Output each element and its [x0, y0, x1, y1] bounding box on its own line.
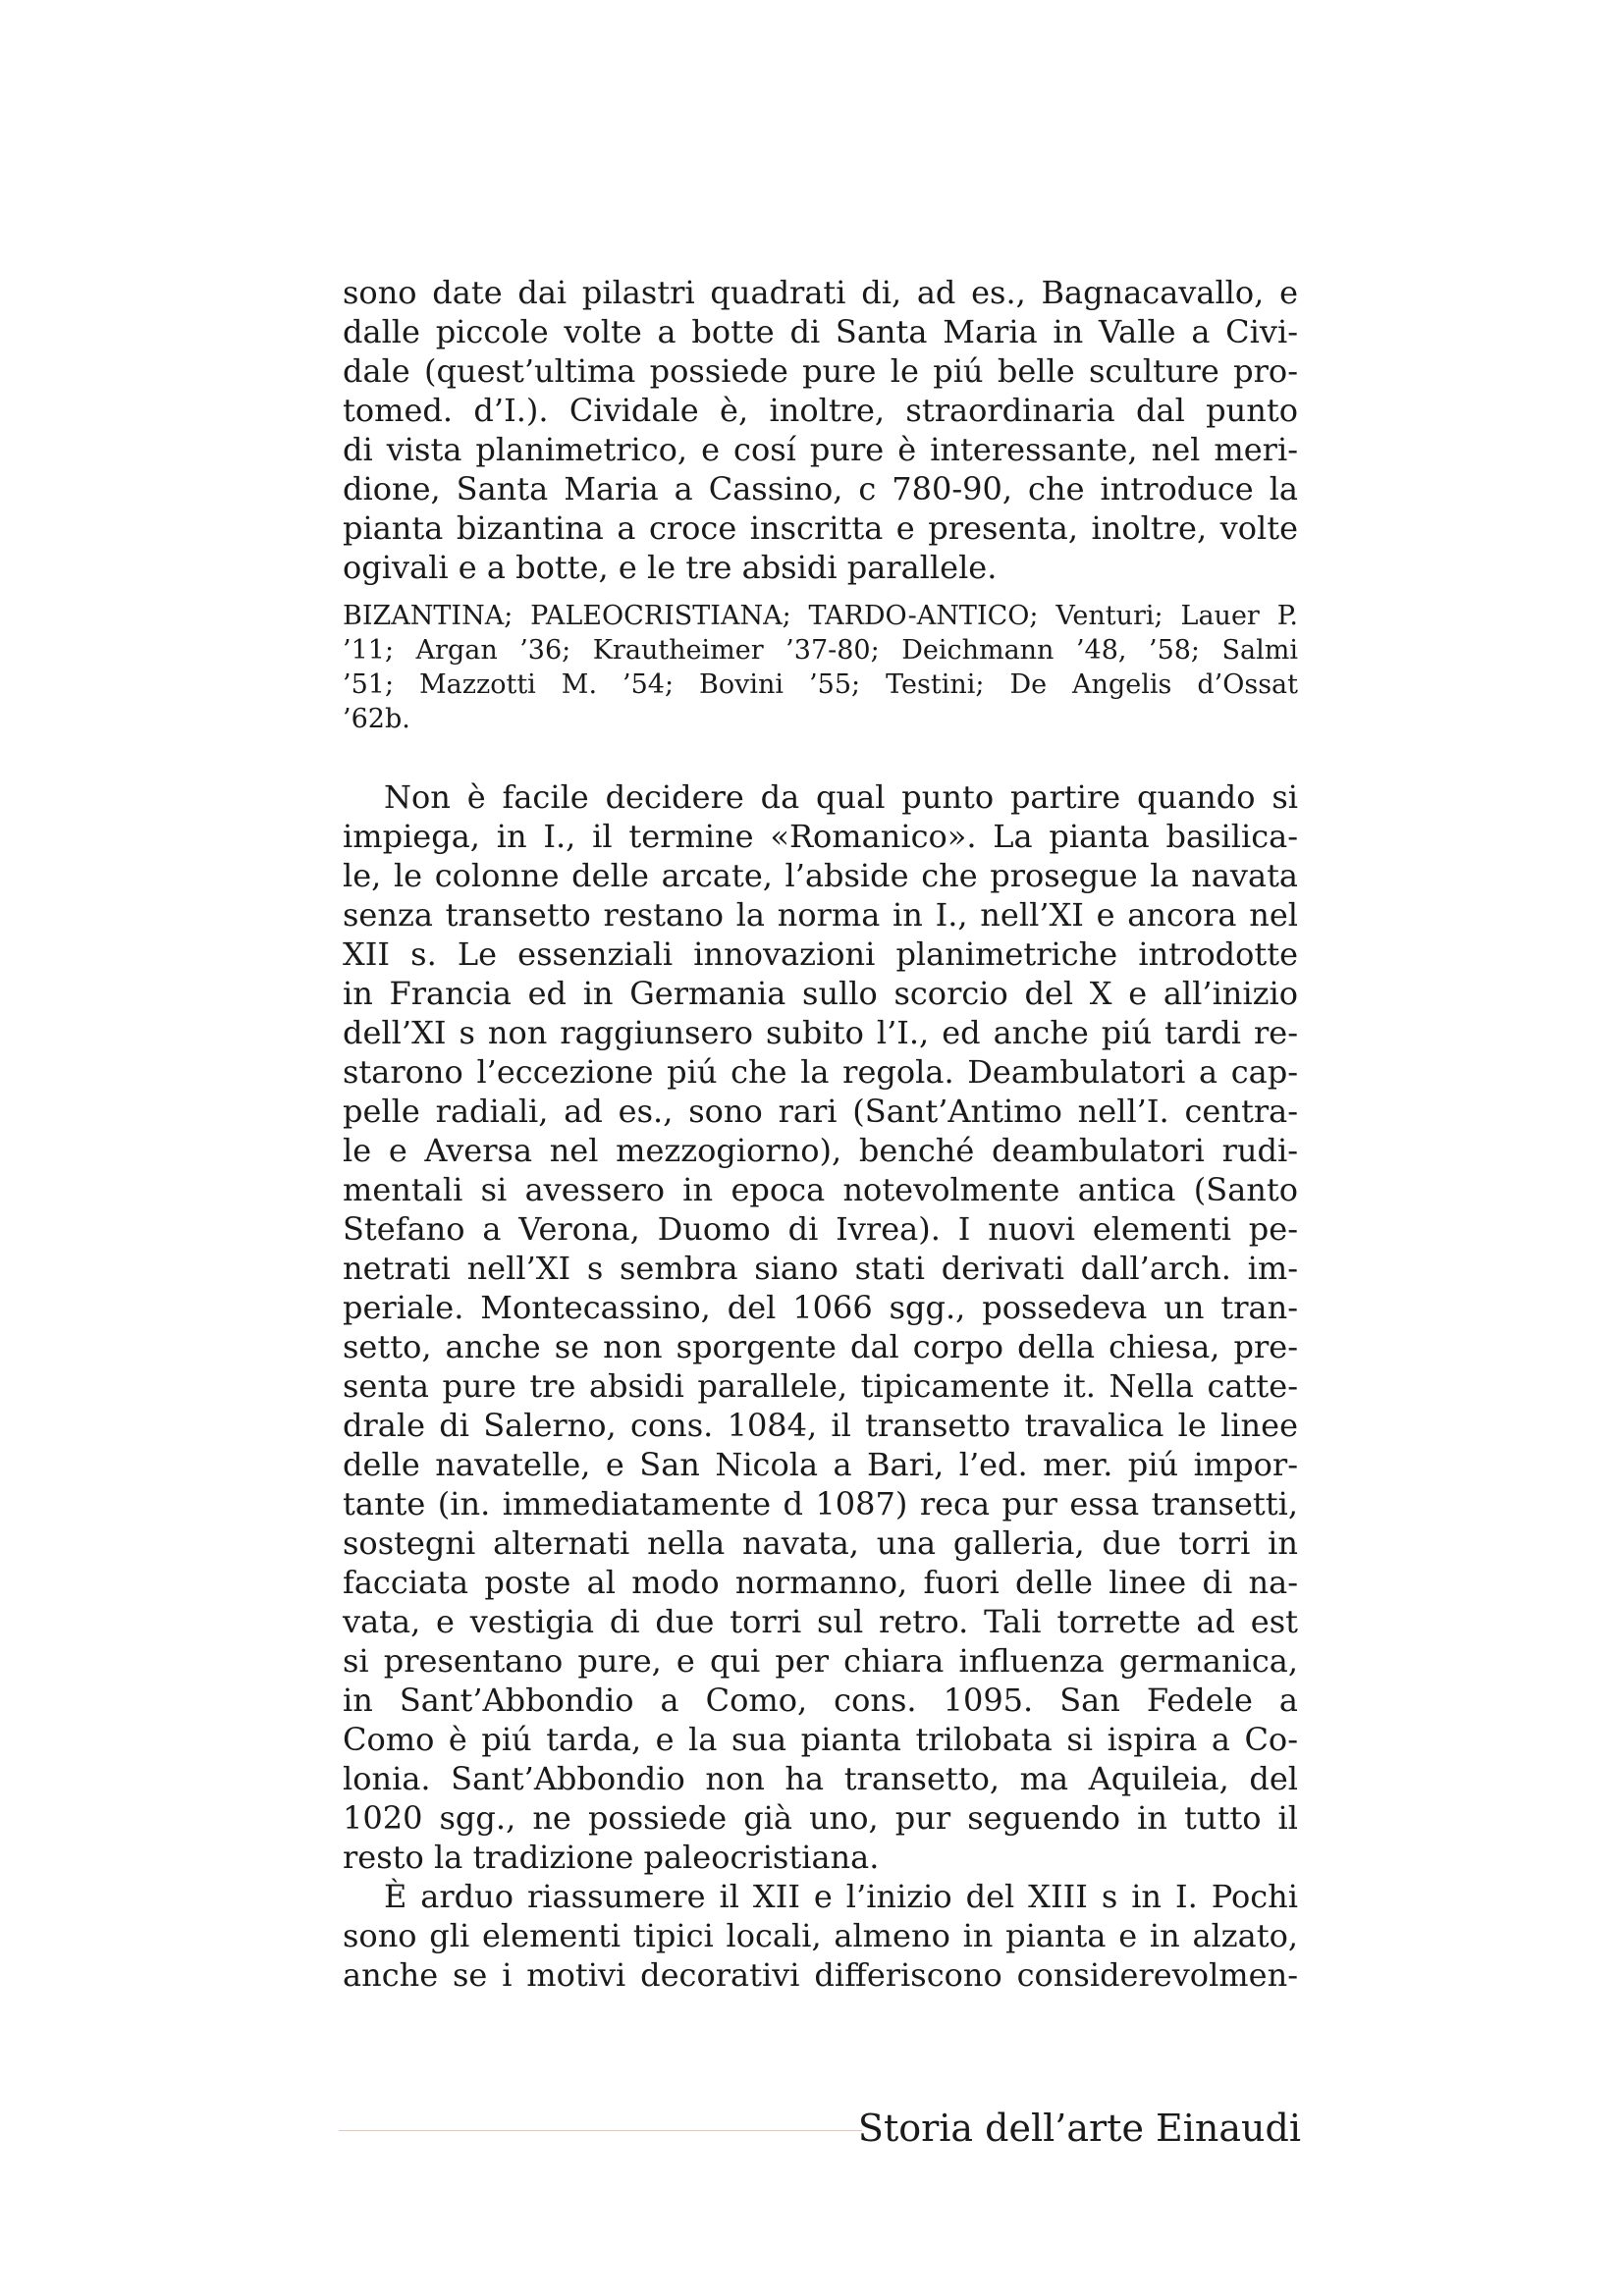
- text-line: in Francia ed in Germania sullo scorcio del X e all’inizio: [343, 975, 1298, 1012]
- text-line: resto la tradizione paleocristiana.: [343, 1839, 880, 1876]
- text-line: ogivali e a botte, e le tre absidi parallele.: [343, 549, 998, 586]
- text-line: dalle piccole volte a botte di Santa Maria in Valle a Civi-: [343, 313, 1298, 350]
- text-line: delle navatelle, e San Nicola a Bari, l’ed. mer. piú impor-: [343, 1446, 1298, 1483]
- text-line: pianta bizantina a croce inscritta e presenta, inoltre, volte: [343, 509, 1298, 547]
- text-line: Non è facile decidere da qual punto partire quando si: [384, 778, 1298, 816]
- text-line: le e Aversa nel mezzogiorno), benché deambulatori rudi-: [343, 1132, 1298, 1169]
- text-line: setto, anche se non sporgente dal corpo della chiesa, pre-: [343, 1328, 1298, 1365]
- text-line: dell’XI s non raggiunsero subito l’I., ed anche piú tardi re-: [343, 1014, 1298, 1051]
- text-line: mentali si avessero in epoca notevolmente antica (Santo: [343, 1171, 1298, 1208]
- text-line: 1020 sgg., ne possiede già uno, pur seguendo in tutto il: [343, 1799, 1298, 1837]
- text-line: di vista planimetrico, e cosí pure è interessante, nel meri-: [343, 431, 1298, 468]
- page-body: [343, 273, 1298, 1995]
- text-line: dale (quest’ultima possiede pure le piú belle sculture pro-: [343, 352, 1298, 390]
- text-line: dione, Santa Maria a Cassino, c 780-90, che introduce la: [343, 470, 1298, 507]
- paragraph-top: [343, 273, 1298, 587]
- text-line: in Sant’Abbondio a Como, cons. 1095. San Fedele a: [343, 1682, 1298, 1719]
- text-line: le, le colonne delle arcate, l’abside che prosegue la navata: [343, 857, 1298, 894]
- text-line: Stefano a Verona, Duomo di Ivrea). I nuovi elementi pe-: [343, 1210, 1298, 1248]
- text-line: sono gli elementi tipici locali, almeno in pianta e in alzato,: [343, 1917, 1298, 1954]
- text-line: periale. Montecassino, del 1066 sgg., possedeva un tran-: [343, 1289, 1298, 1326]
- bibliography-line: ’62b.: [343, 704, 410, 734]
- text-line: starono l’eccezione piú che la regola. Deambulatori a cap-: [343, 1053, 1298, 1091]
- text-line: sostegni alternati nella navata, una galleria, due torri in: [343, 1524, 1298, 1562]
- footer-title: Storia dell’arte Einaudi: [857, 2107, 1301, 2150]
- page-footer: [339, 2101, 1301, 2160]
- bibliography-line: BIZANTINA; PALEOCRISTIANA; TARDO-ANTICO; Venturi; Lauer P.: [343, 601, 1298, 631]
- text-line: lonia. Sant’Abbondio non ha transetto, ma Aquileia, del: [343, 1760, 1298, 1797]
- text-line: drale di Salerno, cons. 1084, il transetto travalica le linee: [343, 1407, 1298, 1444]
- text-line: si presentano pure, e qui per chiara influenza germanica,: [343, 1642, 1298, 1680]
- footer-divider: [339, 2130, 862, 2131]
- bibliography: [343, 599, 1298, 736]
- text-line: anche se i motivi decorativi differiscono considerevolmen-: [343, 1956, 1298, 1994]
- text-line: tomed. d’I.). Cividale è, inoltre, straordinaria dal punto: [343, 392, 1298, 429]
- text-line: senta pure tre absidi parallele, tipicamente it. Nella catte-: [343, 1367, 1298, 1405]
- text-line: vata, e vestigia di due torri sul retro. Tali torrette ad est: [343, 1603, 1298, 1640]
- bibliography-line: ’51; Mazzotti M. ’54; Bovini ’55; Testini; De Angelis d’Ossat: [343, 669, 1298, 700]
- text-line: Como è piú tarda, e la sua pianta trilobata si ispira a Co-: [343, 1721, 1298, 1758]
- text-line: sono date dai pilastri quadrati di, ad es., Bagnacavallo, e: [343, 274, 1298, 311]
- text-line: tante (in. immediatamente d 1087) reca pur essa transetti,: [343, 1485, 1298, 1522]
- text-line: XII s. Le essenziali innovazioni planimetriche introdotte: [343, 935, 1298, 973]
- paragraph-xii: [343, 1877, 1298, 1995]
- bibliography-line: ’11; Argan ’36; Krautheimer ’37-80; Deichmann ’48, ’58; Salmi: [343, 635, 1298, 666]
- text-line: senza transetto restano la norma in I., nell’XI e ancora nel: [343, 896, 1298, 934]
- text-line: pelle radiali, ad es., sono rari (Sant’Antimo nell’I. centra-: [343, 1093, 1298, 1130]
- text-line: netrati nell’XI s sembra siano stati derivati dall’arch. im-: [343, 1250, 1298, 1287]
- text-line: impiega, in I., il termine «Romanico». La pianta basilica-: [343, 818, 1298, 855]
- text-line: facciata poste al modo normanno, fuori delle linee di na-: [343, 1564, 1298, 1601]
- paragraph-romanico: [343, 777, 1298, 1877]
- text-line: È arduo riassumere il XII e l’inizio del XIII s in I. Pochi: [384, 1878, 1298, 1915]
